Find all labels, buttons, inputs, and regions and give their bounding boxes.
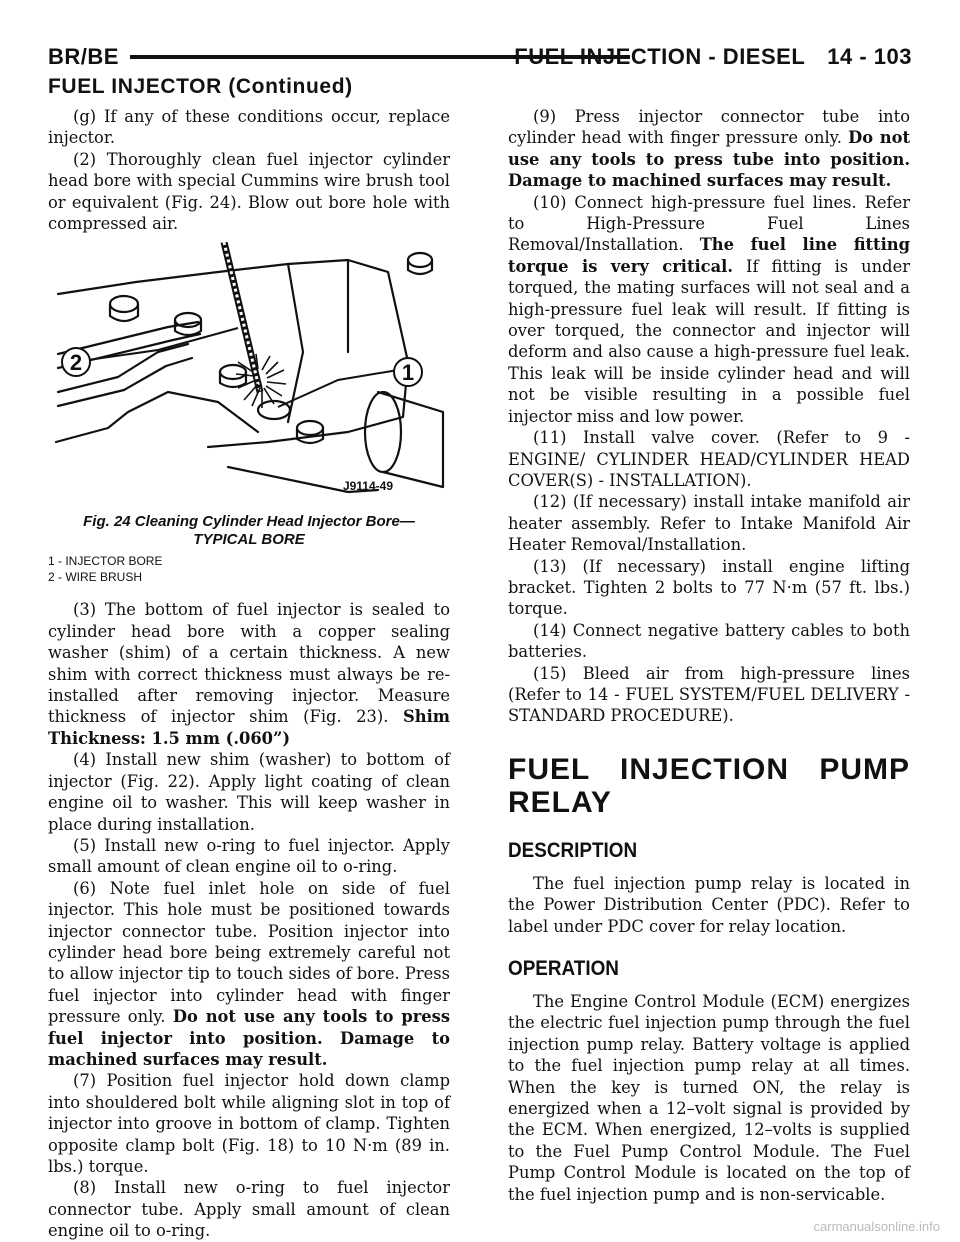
- engine-illustration: [48, 242, 450, 507]
- header-model: BR/BE: [48, 44, 119, 69]
- legend-item-2: 2 - WIRE BRUSH: [48, 570, 143, 585]
- figure-code: J9114-49: [342, 479, 393, 494]
- callout-1-label: 1: [401, 360, 415, 386]
- figure-legend: [48, 553, 450, 585]
- step-3: (3) The bottom of fuel injector is sealed to cylinder head bore with a copper sealing washer (shim) of a certain thickness. A new shim with correct thickness must always be re-installed after removing injector. Measure thickness of injector shim (Fig. 23). Shim Thickness: 1.5 mm (.060”): [48, 600, 450, 748]
- header-right: [492, 44, 912, 70]
- step-10-warning: The fuel line fitting torque is very critical.: [508, 235, 910, 276]
- step-12: (12) (If necessary) install intake manifold air heater assembly. Refer to Intake Manifold Air Heater Removal/Installation.: [508, 492, 910, 555]
- shim-thickness-spec: Shim Thickness: 1.5 mm (.060”): [48, 707, 450, 748]
- description-text: The fuel injection pump relay is located in the Power Distribution Center (PDC). Refer to label under PDC cover for relay location.: [508, 873, 910, 936]
- figure-caption: [48, 513, 450, 549]
- step-8: (8) Install new o-ring to fuel injector connector tube. Apply small amount of clean engine oil to o-ring.: [48, 1178, 450, 1241]
- header-section-title: FUEL INJECTION - DIESEL: [514, 44, 806, 69]
- figure-24: [48, 242, 450, 507]
- step-2: (2) Thoroughly clean fuel injector cylinder head bore with special Cummins wire brush tool or equivalent (Fig. 24). Blow out bore hole with compressed air.: [48, 149, 450, 234]
- step-5: (5) Install new o-ring to fuel injector. Apply small amount of clean engine oil to o-ring.: [48, 835, 450, 877]
- description-heading: DESCRIPTION: [508, 838, 638, 862]
- header-page-number: 14 - 103: [827, 44, 912, 69]
- step-4: (4) Install new shim (washer) to bottom of injector (Fig. 22). Apply light coating of clean engine oil to washer. This will keep washer in place during installation.: [48, 750, 450, 834]
- right-column: [508, 106, 910, 1205]
- caption-line-2: TYPICAL BORE: [193, 531, 305, 549]
- relay-heading: FUEL INJECTION PUMP RELAY: [508, 752, 910, 819]
- left-column: [48, 106, 450, 1242]
- caption-line-1: Fig. 24 Cleaning Cylinder Head Injector Bore—: [83, 513, 415, 531]
- section-heading: FUEL INJECTOR (Continued): [48, 75, 353, 98]
- step-15: (15) Bleed air from high-pressure lines (Refer to 14 - FUEL SYSTEM/FUEL DELIVERY - STANDARD PROCEDURE).: [508, 663, 910, 726]
- legend-item-1: 1 - INJECTOR BORE: [48, 554, 163, 569]
- step-13: (13) (If necessary) install engine lifting bracket. Tighten 2 bolts to 77 N·m (57 ft. lbs.) torque.: [508, 556, 910, 619]
- step-14: (14) Connect negative battery cables to both batteries.: [508, 620, 910, 662]
- callout-2-label: 2: [69, 350, 83, 376]
- step-11: (11) Install valve cover. (Refer to 9 - ENGINE/ CYLINDER HEAD/CYLINDER HEAD COVER(S) - INSTALLATION).: [508, 428, 910, 490]
- step-10: (10) Connect high-pressure fuel lines. Refer to High-Pressure Fuel Lines Removal/Installation. The fuel line fitting torque is very critical. If fitting is under torqued, the mating surfaces will not seal and a high-pressure fuel leak will result. If fitting is over torqued, the connector and injector will deform and also cause a high-pressure fuel leak. This leak will be inside cylinder head and will not be visible resulting in a possible fuel injector miss and low power.: [508, 192, 910, 426]
- page-header: [48, 44, 912, 72]
- step-g: (g) If any of these conditions occur, replace injector.: [48, 107, 450, 148]
- step-7: (7) Position fuel injector hold down clamp into shouldered bolt while aligning slot in top of injector into groove in bottom of clamp. Tighten opposite clamp bolt (Fig. 18) to 10 N·m (89 in. lbs.) torque.: [48, 1071, 450, 1176]
- operation-heading: OPERATION: [508, 957, 619, 980]
- watermark: carmanualsonline.info: [813, 1219, 940, 1234]
- step-6: (6) Note fuel inlet hole on side of fuel injector. This hole must be positioned towards injector connector tube. Position injector into cylinder head bore being extremely careful not to allow injector tip to touch sides of bore. Press fuel injector into cylinder head with finger pressure only. Do not use any tools to press fuel injector into position. Damage to machined surfaces may result.: [48, 878, 450, 1069]
- step-9-warning: Do not use any tools to press tube into position. Damage to machined surfaces may result.: [508, 128, 910, 191]
- step-9: (9) Press injector connector tube into cylinder head with finger pressure only. Do not use any tools to press tube into position. Damage to machined surfaces may result.: [508, 107, 910, 191]
- step-6-warning: Do not use any tools to press fuel injector into position. Damage to machined surfaces may result.: [48, 1007, 450, 1069]
- operation-text: The Engine Control Module (ECM) energizes the electric fuel injection pump through the fuel injection pump relay. Battery voltage is applied to the fuel injection pump relay at all times. When the key is turned ON, the relay is energized when a 12–volt signal is provided by the ECM. When energized, 12–volts is supplied to the Fuel Pump Control Module. The Fuel Pump Control Module is located on the top of the fuel injection pump and is non-servicable.: [508, 992, 910, 1204]
